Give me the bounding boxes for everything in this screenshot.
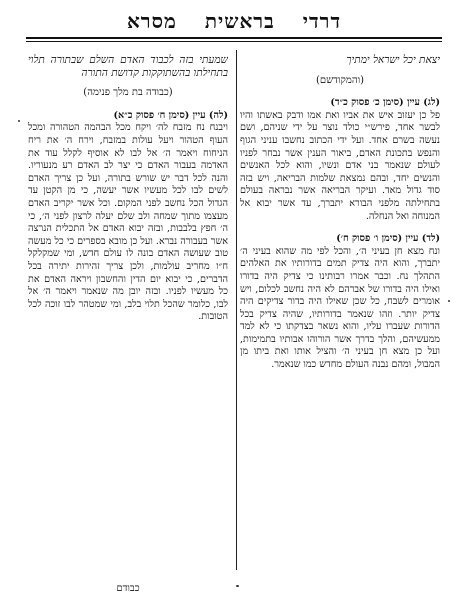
header-left-word: מסרא [126,8,177,33]
header-middle-word: בראשית [204,8,275,33]
bottom-caption: כבודם [116,583,140,594]
right-column-intro: יצאת יכל ישראל ימתיך [346,54,440,66]
header-rule [26,37,442,39]
page-header [28,6,440,36]
left-column-intro: שמעתי בזה לכבוד האדם השלם שבתורה תלוי בתחילתו בהשתוקקות קדושת התורה [28,54,228,79]
section-text: ונח מצא חן בעיני ה׳, והכל לפי מה שהוא בעיני ה׳ יתברך, והוא היה צדיק תמים בדורותיו את האלהים התהלך נח. וכבר אמרו רבותינו כי צדיק היה בדורו ואילו היה בדורו של אברהם לא היה נחשב לכלום, ויש אומרים לשבח, כל שכן שאילו היה בדור צדיקים היה צדיק יותר. וזהו שנאמר בדורותיו, שהיה צדיק בכל הדורות שעברו עליו, והוא נשאר בצדקתו כי לא למד ממעשיהם, והלך בדרך אשר הורוהו אבותיו בתמימות, ועל כן מצא חן בעיני ה׳ והציל אותו ואת ביתו מן המבול, ומהם נבנה העולם מחדש כמו שנאמר. [240,245,440,371]
section-text: פל כן יעזוב איש את אביו ואת אמו ודבק באשתו והיו לבשר אחד, פירש״י כולד נוצר על ידי שניהם, ושם נעשה בשרם אחד. ועל ידי הכתוב נחשבו עניני הגוף והנפש בתכונת האדם, ביאור הענין אשר נבחר לפניו לעולם שנאמר בני אדם ונשיו, והוא לכל האנשים והנשים יחד, ובהם נמצאת שלמות הבריאה, ויש בזה סוד גדול מאד. ועיקר הבריאה אשר נבראה בעולם בתחילתה מלפני הבורא יתברך, עד אשר יבוא אל המנוחה ואל הנחלה. [240,109,440,222]
header-right-word: דרדי [302,8,342,33]
header-rule-thin [26,41,442,42]
section-heading: (לד) עיין (סימן ו׳ פסוק ח׳) [336,233,440,245]
right-column [240,48,440,588]
left-column [28,48,228,588]
section-heading: (לה) עיין (סימן ח׳ פסוק כ״א) [113,109,228,121]
right-column-paren: (והמקודשם) [315,74,365,86]
column-divider [236,50,237,570]
scan-speck [18,120,20,122]
section-heading: (לג) עיין (סימן כ׳ פסוק כ״ד) [330,97,440,109]
scan-speck [236,585,239,587]
scan-speck [448,300,450,302]
section-text: ויבנח נח מזבח לה׳ ויקח מכל הבהמה הטהורה ומכל העוף הטהור ויעל עולות במזבח, וירח ה׳ את ריח הניחוח ויאמר ה׳ אל לבו לא אוסיף לקלל עוד את האדמה בעבור האדם כי יצר לב האדם רע מנעוריו. והנה לכל דבר יש שורש בתורה, ועל כן צריך האדם לשים לבו לכל מעשיו אשר יעשה, כי מן הקטן עד הגדול הכל נחשב לפני המקום. וכל אשר יקריב האדם מעצמו מתוך שמחה ולב שלם יעלה לרצון לפני ה׳, כי ה׳ חפץ בלבבות, ובזה יבוא האדם אל התכלית הנרצה אשר בעבורה נברא. ועל כן מובא בספרים כי כל מעשה טוב שעושה האדם בונה לו עולם חדש, ומי שמקלקל ח״ו מחריב עולמות, ולכן צריך זהירות יתירה בכל הדברים, כי יבוא יום הדין והחשבון ויראה האדם את כל מעשיו לפניו. ובזה יובן מה שנאמר ויאמר ה׳ אל לבו, כלומר שהכל תלוי בלב, ומי שמטהר לבו זוכה לכל הטובות. [28,122,228,323]
left-column-caption: (כבודה בת מלך פנימה) [83,87,173,99]
